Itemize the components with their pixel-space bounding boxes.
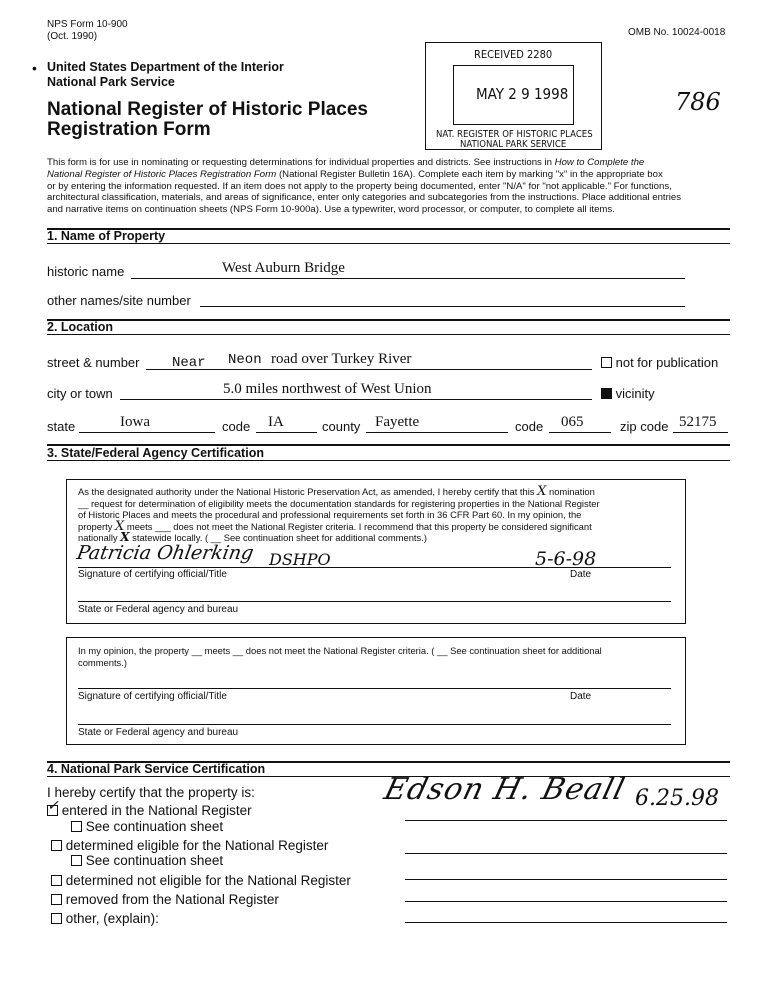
zip-line — [673, 432, 728, 433]
instructions-paragraph — [47, 157, 733, 216]
removed-label: removed from the National Register — [65, 892, 279, 907]
form-number: NPS Form 10-900 — [47, 19, 128, 30]
see-continuation-2-checkbox[interactable] — [71, 855, 82, 866]
other-names-label: other names/site number — [47, 293, 191, 308]
stamp-received: RECEIVED 2280 — [474, 48, 553, 61]
section4-title: 4. National Park Service Certification — [47, 762, 266, 776]
agency-label: State or Federal agency and bureau — [78, 604, 239, 615]
stamp-line2: NATIONAL PARK SERVICE — [460, 139, 567, 150]
state-official-signature: Patricia Ohlerking — [75, 542, 256, 564]
other-names-line — [200, 306, 685, 307]
historic-name-value[interactable]: West Auburn Bridge — [222, 260, 345, 276]
handwritten-reference-number: 786 — [675, 88, 721, 116]
section2-title-rule — [47, 334, 730, 335]
county-value[interactable]: Fayette — [375, 414, 420, 430]
cert-nomination-mark: X — [537, 484, 547, 499]
street-typed-near[interactable]: Near — [172, 355, 206, 371]
date-label-2: Date — [570, 691, 592, 702]
form-date: (Oct. 1990) — [47, 31, 98, 42]
option-determined-eligible[interactable] — [51, 838, 328, 853]
city-line — [120, 399, 592, 400]
see-continuation-2-label: See continuation sheet — [85, 853, 224, 868]
stamp-date: MAY 2 9 1998 — [476, 85, 569, 103]
city-label: city or town — [47, 386, 113, 401]
vicinity-label: vicinity — [615, 386, 655, 401]
keeper-sig-date: 6.25.98 — [635, 786, 719, 811]
cert-line1-end: nomination — [548, 486, 595, 497]
commenting-official-box — [66, 637, 686, 745]
not-eligible-checkbox[interactable] — [51, 875, 62, 886]
county-code-value[interactable]: 065 — [561, 414, 584, 430]
state-certification-box — [66, 479, 686, 624]
cert-meets-mark: X — [115, 518, 125, 534]
cert-line4-a: property — [78, 520, 113, 532]
option-removed[interactable] — [51, 892, 279, 907]
state-sig-date: 5-6-98 — [535, 548, 597, 570]
not-eligible-label: determined not eligible for the National Register — [65, 873, 351, 888]
keeper-signature: Edson H. Beall — [380, 772, 629, 807]
removed-checkbox[interactable] — [51, 894, 62, 905]
other-checkbox[interactable] — [51, 913, 62, 924]
cert-line5-b: statewide — [132, 532, 172, 544]
see-continuation-1-label: See continuation sheet — [85, 819, 224, 834]
instructions-title-ref2: National Register of Historic Places Registration Form — [47, 168, 277, 180]
instructions-line2: (National Register Bulletin 16A). Complete each item by marking "x" in the appropriate box — [276, 168, 663, 180]
street-value[interactable]: road over Turkey River — [271, 351, 412, 367]
not-for-publication-label: not for publication — [615, 355, 719, 370]
entered-label: entered in the National Register — [61, 803, 252, 818]
state-line — [79, 432, 215, 433]
not-for-publication-checkbox[interactable] — [601, 357, 612, 368]
option-other[interactable] — [51, 911, 159, 926]
city-value[interactable]: 5.0 miles northwest of West Union — [223, 381, 432, 397]
state-code-label: code — [222, 419, 251, 434]
instructions-line3: or by entering the information requested. If an item does not apply to the property being documented, enter "N/A" for "not applicable." For functions, — [47, 180, 672, 192]
keeper-line-4 — [405, 901, 727, 902]
cert-line4-b: meets ___ does not meet the National Register criteria. I recommend that this property be considered significant — [126, 520, 592, 532]
service-name: National Park Service — [47, 75, 175, 89]
state-certification-text — [78, 486, 678, 544]
agency-line — [78, 601, 671, 602]
street-typed-neon[interactable]: Neon — [228, 352, 262, 368]
county-code-line — [549, 432, 611, 433]
omb-number: OMB No. 10024-0018 — [628, 27, 726, 38]
section1-title-rule — [47, 243, 730, 244]
entered-checkbox[interactable] — [47, 798, 59, 816]
determined-eligible-label: determined eligible for the National Register — [65, 838, 329, 853]
cert-statewide-mark: X — [120, 530, 130, 545]
section3-title: 3. State/Federal Agency Certification — [47, 446, 264, 460]
vicinity-checkbox[interactable] — [601, 388, 612, 399]
signature-label-2: Signature of certifying official/Title — [78, 691, 227, 702]
keeper-line-3 — [405, 879, 727, 880]
state-official-title-handwritten: DSHPO — [269, 550, 331, 569]
commenting-text — [78, 645, 678, 668]
received-stamp — [425, 42, 602, 150]
keeper-line-1 — [405, 820, 727, 821]
state-label: state — [47, 419, 76, 434]
option-see-continuation-2[interactable] — [71, 853, 223, 868]
cert-line3: of Historic Places and meets the procedural and professional requirements set forth in 36 CFR Part 60. In my opinion, the — [78, 509, 582, 521]
stamp-inner-box — [453, 65, 574, 125]
keeper-line-2 — [405, 853, 727, 854]
department-name: United States Department of the Interior — [47, 60, 284, 74]
agency-line-2 — [78, 724, 671, 725]
vicinity[interactable] — [601, 386, 655, 401]
bullet-mark: • — [32, 60, 37, 76]
cert-line1: As the designated authority under the National Historic Preservation Act, as amended, I hereby certify that this — [78, 486, 535, 497]
stamp-line1: NAT. REGISTER OF HISTORIC PLACES — [436, 129, 593, 140]
option-entered[interactable] — [47, 798, 252, 818]
state-value[interactable]: Iowa — [120, 414, 150, 430]
keeper-line-5 — [405, 922, 727, 923]
cert-line2: __ request for determination of eligibility meets the documentation standards for registering properties in the National Register — [78, 497, 600, 509]
instructions-line1: This form is for use in nominating or requesting determinations for individual properties and districts. See instructions in — [47, 157, 555, 168]
zip-value[interactable]: 52175 — [679, 414, 717, 430]
form-subtitle: Registration Form — [47, 119, 211, 140]
option-see-continuation-1[interactable] — [71, 819, 223, 834]
other-label: other, (explain): — [65, 911, 159, 926]
state-code-value[interactable]: IA — [268, 414, 284, 430]
date-label: Date — [570, 569, 592, 580]
section3-title-rule — [47, 460, 730, 461]
signature-line-2 — [78, 688, 671, 689]
street-label: street & number — [47, 355, 140, 370]
instructions-title-ref: How to Complete the — [554, 157, 645, 168]
cert-line5-a: nationally — [78, 532, 118, 544]
determined-eligible-checkbox[interactable] — [51, 840, 62, 851]
see-continuation-1-checkbox[interactable] — [71, 821, 82, 832]
county-code-label: code — [515, 419, 544, 434]
agency-label-2: State or Federal agency and bureau — [78, 727, 239, 738]
signature-label: Signature of certifying official/Title — [78, 569, 227, 580]
cert-line5-c: locally. ( __ See continuation sheet for additional comments.) — [174, 532, 427, 544]
section1-title: 1. Name of Property — [47, 229, 166, 243]
street-line — [146, 369, 592, 370]
option-not-eligible[interactable] — [51, 873, 351, 888]
signature-line — [78, 567, 671, 568]
form-title: National Register of Historic Places — [47, 99, 368, 120]
not-for-publication[interactable] — [601, 355, 718, 370]
zip-label: zip code — [620, 419, 669, 434]
county-line — [366, 432, 508, 433]
commenting-line1: In my opinion, the property __ meets __ does not meet the National Register criteria. ( __ See continuation sheet for additional — [78, 645, 602, 656]
historic-name-label: historic name — [47, 264, 125, 279]
instructions-line4: architectural classification, materials, and areas of significance, enter only categories and subcategories from the instructions. Place additional entries — [47, 192, 682, 204]
county-label: county — [322, 419, 361, 434]
historic-name-line — [131, 278, 685, 279]
check-mark-icon: ✓ — [47, 798, 59, 814]
instructions-line5: and narrative items on continuation sheets (NPS Form 10-900a). Use a typewriter, word processor, or computer, to complete all items. — [47, 204, 615, 216]
section2-top-rule — [47, 319, 730, 321]
section2-title: 2. Location — [47, 320, 113, 334]
state-code-line — [256, 432, 317, 433]
commenting-line2: comments.) — [78, 656, 127, 668]
certify-statement: I hereby certify that the property is: — [47, 785, 255, 800]
